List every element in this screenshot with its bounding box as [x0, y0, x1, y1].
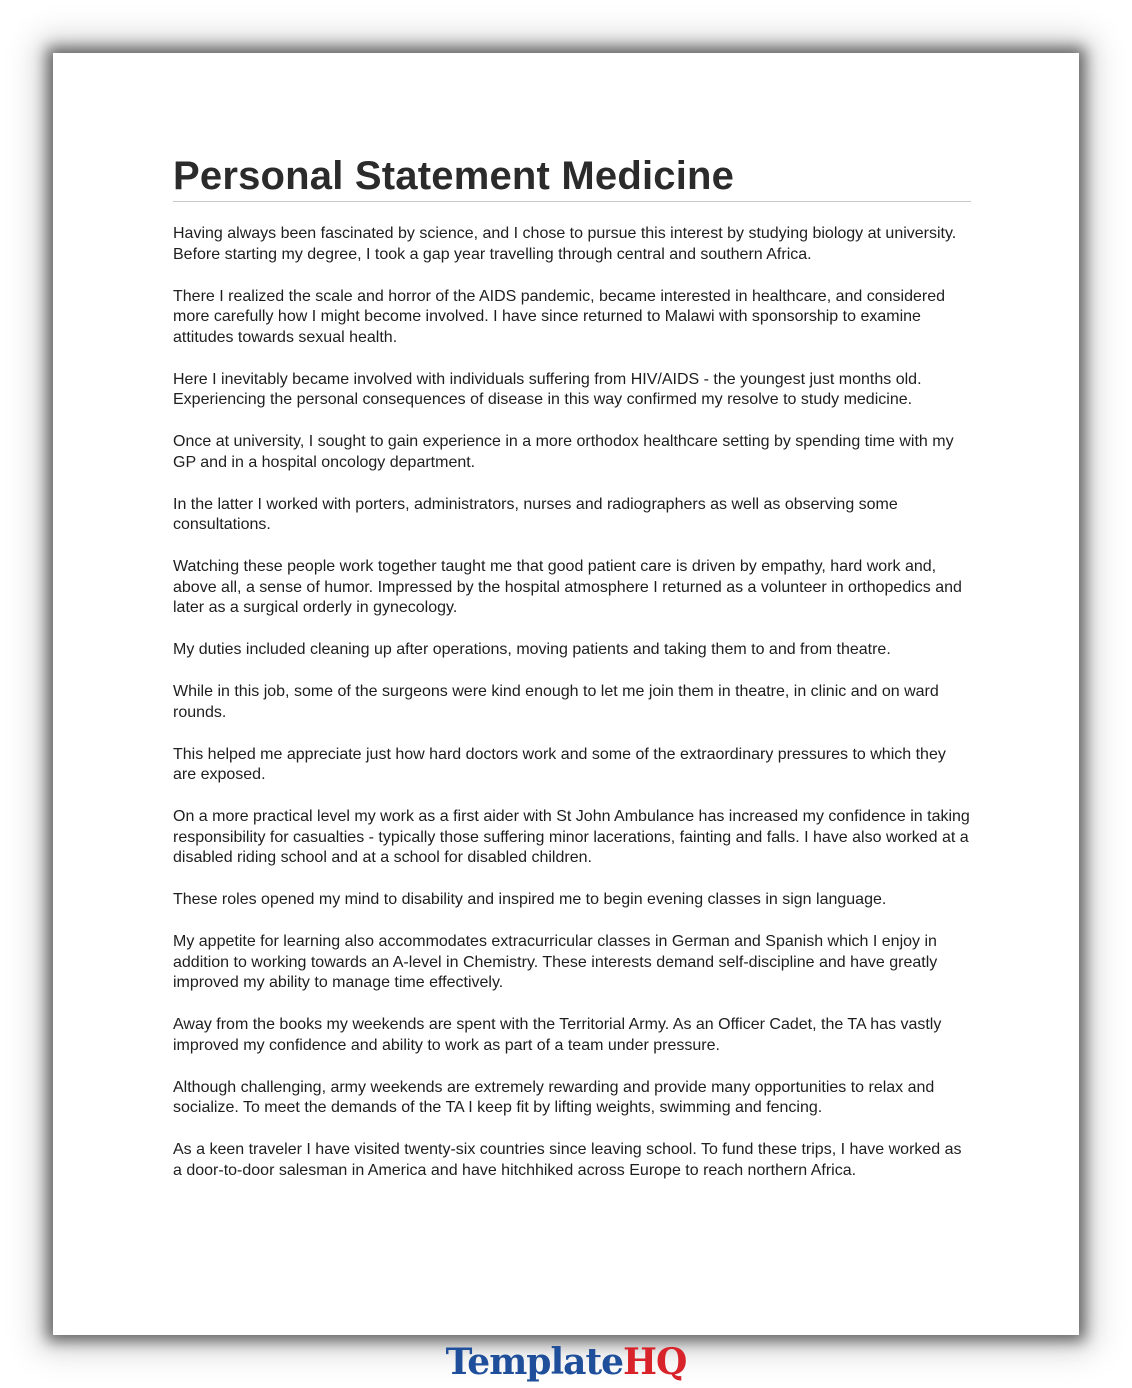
paragraph: In the latter I worked with porters, administrators, nurses and radiographers as well as observing some consultations.: [173, 495, 898, 533]
paragraph: On a more practical level my work as a first aider with St John Ambulance has increased my confidence in taking responsibility for casualties - typically those suffering minor lacerations, fainting and falls. I have also worked at a disabled riding school and at a school for disabled children.: [173, 808, 970, 866]
document-title: Personal Statement Medicine: [173, 153, 971, 202]
paragraph: Having always been fascinated by science, and I chose to pursue this interest by studying biology at university. Before starting my degree, I took a gap year travelling through central and southern Africa.: [173, 225, 957, 263]
paragraph: This helped me appreciate just how hard doctors work and some of the extraordinary pressures to which they are exposed.: [173, 745, 946, 783]
paragraph: My appetite for learning also accommodates extracurricular classes in German and Spanish which I enjoy in addition to working towards an A-level in Chemistry. These interests demand self-discipline and have greatly improved my ability to manage time effectively.: [173, 933, 938, 991]
paragraph: There I realized the scale and horror of the AIDS pandemic, became interested in healthcare, and considered more carefully how I might become involved. I have since returned to Malawi with sponsorship to examine attitudes towards sexual health.: [173, 287, 946, 346]
document-page: [53, 53, 1079, 1335]
document-content: [173, 153, 971, 1203]
paragraph: Although challenging, army weekends are extremely rewarding and provide many opportunities to relax and socialize. To meet the demands of the TA I keep fit by lifting weights, swimming and fencing.: [173, 1078, 935, 1116]
logo-text-template: Template: [445, 1341, 623, 1383]
document-body: [173, 224, 971, 1181]
paragraph: Here I inevitably became involved with individuals suffering from HIV/AIDS - the youngest just months old. Experiencing the personal consequences of disease in this way confirmed my resolve to study medicine.: [173, 370, 922, 408]
templatehq-logo: [0, 1340, 1132, 1384]
paragraph: Once at university, I sought to gain experience in a more orthodox healthcare setting by spending time with my GP and in a hospital oncology department.: [173, 433, 954, 471]
paragraph: These roles opened my mind to disability and inspired me to begin evening classes in sign language.: [173, 891, 887, 908]
logo-text-hq: HQ: [623, 1341, 687, 1383]
paragraph: As a keen traveler I have visited twenty-six countries since leaving school. To fund these trips, I have worked as a door-to-door salesman in America and have hitchhiked across Europe to reach northern Africa.: [173, 1141, 962, 1179]
paragraph: While in this job, some of the surgeons were kind enough to let me join them in theatre, in clinic and on ward rounds.: [173, 683, 939, 721]
paragraph: Watching these people work together taught me that good patient care is driven by empathy, hard work and, above all, a sense of humor. Impressed by the hospital atmosphere I returned as a volunteer in orthopedics and later as a surgical orderly in gynecology.: [173, 558, 962, 616]
paragraph: My duties included cleaning up after operations, moving patients and taking them to and from theatre.: [173, 641, 891, 658]
paragraph: Away from the books my weekends are spent with the Territorial Army. As an Officer Cadet, the TA has vastly improved my confidence and ability to work as part of a team under pressure.: [173, 1016, 942, 1054]
